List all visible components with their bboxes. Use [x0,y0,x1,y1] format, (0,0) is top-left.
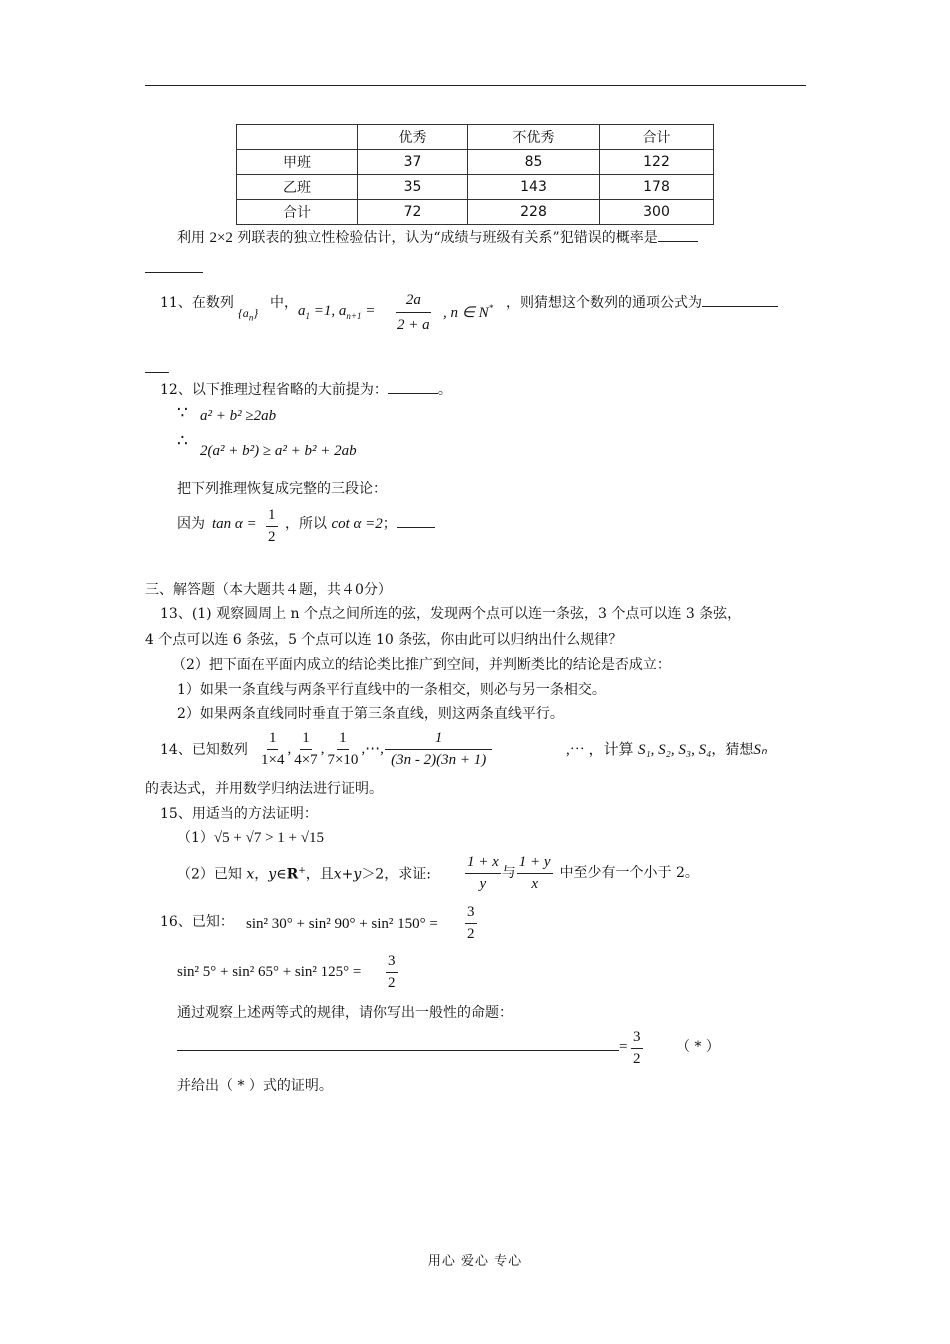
q14-tail-text: ,⋯ ，计算 [566,742,634,758]
q14-num: 1 [337,730,349,750]
q12-tan: tan α = [212,516,257,532]
table-cell: 143 [468,175,600,200]
table-cell: 37 [358,150,468,175]
q12-text: 12、以下推理过程省略的大前提为： [160,382,388,398]
q15-comma: ， [254,866,269,883]
q16-frac2 [385,953,399,991]
header-rule [145,85,806,86]
q12-half-den: 2 [268,528,276,545]
q12-cot: cot α =2 [331,516,383,532]
q15-prove: ＞2，求证: [361,866,431,883]
q14-guess: ，猜想 [711,742,754,758]
q11-a1-text: a [298,303,306,319]
q11-seq-text: {a [238,306,249,320]
q13-line3: （2）把下面在平面内成立的结论类比推广到空间，并判断类比的结论是否成立： [172,657,671,673]
table-cell: 300 [600,200,714,225]
q14-den: 4×7 [294,751,318,768]
table-cell: 乙班 [237,175,358,200]
q12-semi: ； [382,516,397,532]
because-symbol: ∵ [177,403,188,423]
q15-p2-text: （2）已知 [177,866,242,883]
q15-f1-den: y [479,875,487,892]
table-cell: 35 [358,175,468,200]
table-header-cell: 优秀 [358,125,468,150]
section-title: 三、解答题（本大题共４题，共４0分） [145,582,392,598]
therefore-symbol: ∴ [177,431,188,451]
q10-blank-cont [145,262,203,276]
q11-cond-text: , n ∈ N [443,305,489,321]
q12-suoyi [285,517,435,532]
q15-and: ，且 [305,866,334,883]
answer-blank [145,272,203,273]
q15-y: y [268,866,277,883]
q13-line5: 2）如果两条直线同时垂直于第三条直线，则这两条直线平行。 [177,706,564,722]
q12-half [265,507,279,545]
q14-s: S₁, S₂, S₃, S₄ [637,742,712,758]
q14-den: (3n - 2)(3n + 1) [391,751,487,768]
q14-den: 7×10 [327,751,359,768]
q14-num: 1 [267,730,279,750]
q14-line2: 的表达式，并用数学归纳法进行证明。 [145,781,383,797]
q16-label: 16、已知： [160,914,234,930]
q16-line4: 并给出（ * ）式的证明。 [177,1078,333,1094]
q16-frac3 [630,1029,644,1067]
q10-prefix: 利用 [177,230,205,246]
q16-line3: 通过观察上述两等式的规律，请你写出一般性的命题： [177,1005,513,1021]
q16-two: 2 [388,974,396,991]
table-cell: 72 [358,200,468,225]
table-row [237,175,714,200]
table-header-cell: 合计 [600,125,714,150]
q14-num: 1 [300,730,312,750]
page-footer: 用心 爱心 专心 [427,1254,523,1269]
answer-blank [177,1050,619,1051]
q12-expr1: a² + b² ≥2ab [200,408,277,424]
q14-tail [566,743,767,758]
q14-num: 1 [385,730,493,750]
q16-three: 3 [386,953,398,973]
q15-x: x [246,866,255,883]
table-header-cell [237,125,358,150]
table-cell: 甲班 [237,150,358,175]
q15-cond: x+y [333,866,362,883]
answer-blank [388,393,438,394]
q15-R: R [286,866,299,883]
q10-expr: 2×2 [209,230,233,246]
q14-label: 14、已知数列 [160,742,248,758]
q15-p1-label: （1） [177,830,214,846]
q11-a1-value: =1, a [313,303,347,319]
table-header-row [237,125,714,150]
table-row [237,200,714,225]
q14-den: 1×4 [261,751,285,768]
q11-fraction [394,292,433,333]
answer-blank [702,306,778,307]
answer-blank [145,372,169,373]
table-cell: 228 [468,200,600,225]
q14-sep: , [320,740,325,757]
q16-two: 2 [467,925,475,942]
q15-f2-den: x [531,875,538,892]
q11-tail [506,296,778,310]
q16-three: 3 [465,904,477,924]
contingency-table [236,124,714,225]
q10-text: 列联表的独立性检验估计，认为“成绩与班级有关系”犯错误的概率是 [237,230,658,246]
q15-f2-num: 1 + y [517,854,553,874]
q11-num: 2a [396,292,431,313]
q10-line [177,231,698,246]
q14-sep: , [287,740,292,757]
q11-label: 11、在数列 [160,295,234,311]
q13-line4: 1）如果一条直线与两条平行直线中的一条相交，则必与另一条相交。 [177,682,606,698]
q15-p2 [177,867,431,882]
q15-f1-num: 1 + x [465,854,501,874]
q15-fractions [464,854,699,892]
q15-p1-expr: √5 + √7 > 1 + √15 [213,830,324,846]
q11-tail-text: ，则猜想这个数列的通项公式为 [506,295,702,311]
answer-blank [658,241,698,242]
q14-sn: Sₙ [753,742,767,758]
q12-end: 。 [437,382,452,398]
table-cell: 122 [600,150,714,175]
q11-a1: $a_1 =1$, $a_{n+1}$ = [298,303,376,321]
table-cell: 85 [468,150,600,175]
q16-answer-line [177,1040,627,1055]
q15-plus: + [298,866,306,876]
q11-cond: , n ∈ N* [443,303,494,321]
q11-seq: $\{a_n\}$ [238,306,259,323]
q12-line1 [160,383,452,397]
q16-eq-sign: = [619,1039,628,1055]
q12-line2: 把下列推理恢复成完整的三段论： [177,481,387,497]
q16-eq1: sin² 30° + sin² 90° + sin² 150° = [246,916,438,932]
q12-expr2: 2(a² + b²) ≥ a² + b² + 2ab [200,443,357,459]
answer-blank [397,527,435,528]
q16-eq2: sin² 5° + sin² 65° + sin² 125° = [177,964,362,980]
q15-yu: 与 [501,865,516,881]
q15-line1: 15、用适当的方法证明： [160,806,318,822]
q12-suoyi-text: ，所以 [285,516,327,532]
q16-three: 3 [631,1029,643,1049]
q15-in: ∈ [276,866,287,883]
q13-line2: 4 个点可以连 6 条弦，5 个点可以连 10 条弦，你由此可以归纳出什么规律？ [145,632,623,648]
table-cell: 合计 [237,200,358,225]
table-header-cell: 不优秀 [468,125,600,150]
q15-p2-end: 中至少有一个小于 2。 [559,865,699,881]
q11-mid: 中， [270,295,298,311]
q11-den: 2 + a [397,316,430,333]
q15-p1 [177,831,324,846]
q11-blank-cont [145,362,169,376]
q12-half-num: 1 [266,507,278,527]
q16-frac1 [464,904,478,942]
table-row [237,150,714,175]
q12-yin: 因为 [177,516,205,532]
q13-line1: 13、(1) 观察圆周上 n 个点之间所连的弦，发现两个点可以连一条弦，3 个点可以连 3 条弦， [160,606,742,622]
q16-star: （ * ） [676,1039,720,1055]
table-cell: 178 [600,175,714,200]
q14-sequence [258,730,493,768]
q16-two: 2 [633,1050,641,1067]
q14-dots: ,⋯, [361,740,384,757]
